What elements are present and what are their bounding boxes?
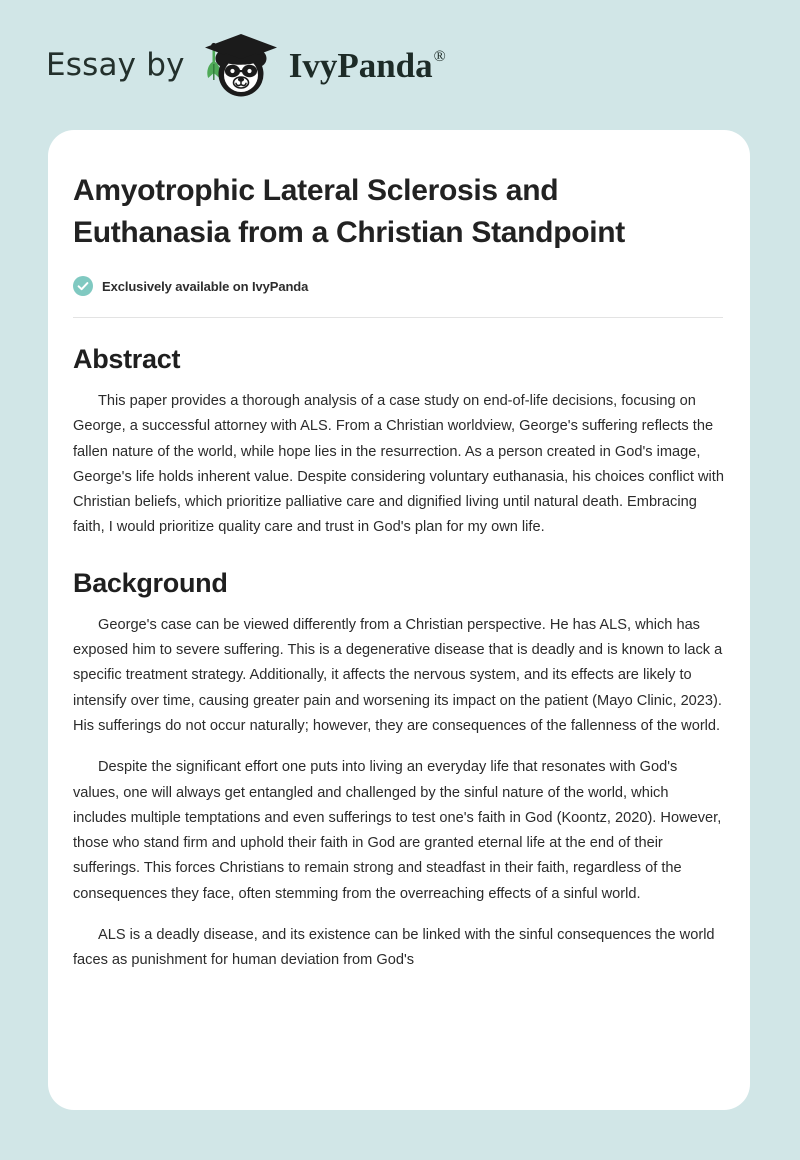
paper-content: [73, 170, 725, 974]
ivypanda-wordmark: [288, 45, 446, 85]
section-heading-abstract: Abstract: [73, 344, 181, 374]
paragraph: Despite the significant effort one puts into living an everyday life that resonates with God's values, one will always get entangled and challenged by the sinful nature of the world, which includes multiple temptations and even sufferings to test one's faith in God (Koontz, 2020). However, those who stand firm and uphold their faith in God are granted eternal life at the end of their sufferings. This forces Christians to remain strong and steadfast in their faith, regardless of the consequences they face, often stemming from the overreaching effects of a sinful world.: [73, 759, 722, 902]
exclusive-availability-label: Exclusively available on IvyPanda: [102, 278, 309, 294]
paragraph: George's case can be viewed differently from a Christian perspective. He has ALS, which has exposed him to severe suffering. This is a degenerative disease that is deadly and is known to lack a specific treatment strategy. Additionally, it affects the nervous system, and its effects are likely to intensify over time, causing greater pain and worsening its impact on the patient (Mayo Clinic, 2023). His sufferings do not occur naturally; however, they are consequences of the fallenness of the world.: [73, 616, 723, 734]
ivypanda-wordmark-text: IvyPanda: [288, 45, 433, 85]
panda-graduation-cap-logo-icon: [199, 28, 283, 102]
paragraph: This paper provides a thorough analysis of a case study on end-of-life decisions, focusing on George, a successful attorney with ALS. From a Christian worldview, George's suffering reflects the fallen nature of the world, while hope lies in the resurrection. As a person created in God's image, George's life holds inherent value. Despite considering voluntary euthanasia, his choices conflict with Christian beliefs, which prioritize palliative care and dignified living until natural death. Embracing faith, I would prioritize quality care and trust in God's plan for my own life.: [73, 393, 724, 536]
check-circle-icon: [73, 276, 93, 296]
header-divider: [73, 317, 723, 318]
essay-by-label: Essay by: [46, 46, 185, 83]
page-title: Amyotrophic Lateral Sclerosis and Euthanasia from a Christian Standpoint: [73, 174, 625, 249]
registered-trademark-icon: ®: [433, 47, 446, 65]
brand-header: [0, 0, 800, 130]
exclusive-availability-badge: [73, 276, 725, 296]
paragraph: ALS is a deadly disease, and its existence can be linked with the sinful consequences the world faces as punishment for human deviation from God's: [73, 927, 715, 969]
section-heading-background: Background: [73, 567, 228, 598]
essay-paper-card: [48, 130, 750, 1110]
